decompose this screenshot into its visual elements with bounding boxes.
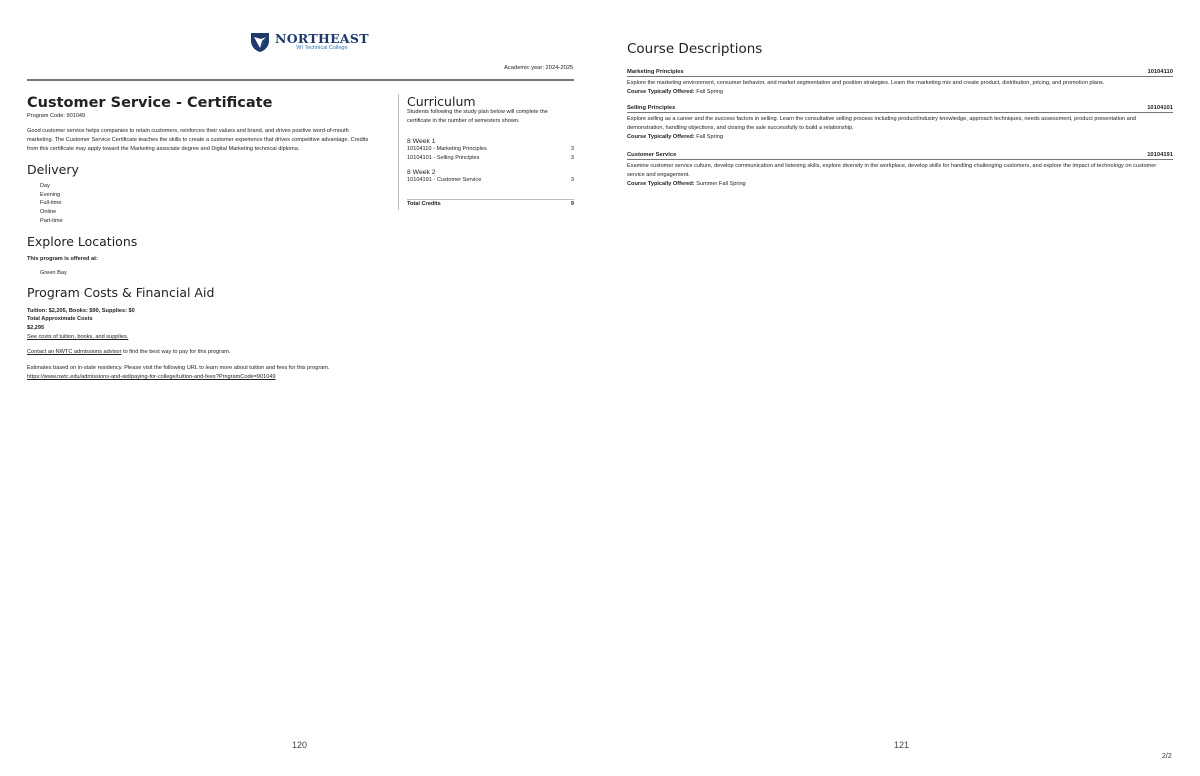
course-block <box>627 105 1173 142</box>
course-name: Selling Principles <box>627 105 676 111</box>
total-costs-value: $2,295 <box>27 325 45 331</box>
curriculum-course: 10104101 - Selling Principles <box>407 155 480 161</box>
course-descriptions-heading: Course Descriptions <box>627 41 763 57</box>
course-code: 10104110 <box>1147 69 1173 75</box>
advisor-line <box>27 348 230 357</box>
course-offered <box>627 133 1173 142</box>
total-credits-label: Total Credits <box>407 201 441 207</box>
course-offered <box>627 180 1173 189</box>
curriculum-course: 10104191 - Customer Service <box>407 177 482 183</box>
curriculum-credits: 3 <box>570 146 574 152</box>
curriculum-row <box>407 155 574 161</box>
tuition-url-link[interactable]: https://www.nwtc.edu/admissions-and-aid/paying-for-college/tuition-and-fees?ProgramCode=901049 <box>27 374 276 380</box>
delivery-list <box>40 182 63 226</box>
offered-value: Fall Spring <box>696 134 723 140</box>
total-credits-value: 9 <box>570 201 574 207</box>
program-description: Good customer service helps companies to retain customers, reinforces their values and brand, and drives positive word-of-mouth marketing. The Customer Service Certificate teaches the skills to create a customer experience that drives competitive advantage. Credits from this certificate may apply toward the Marketing associate degree and Digital Marketing technical diploma. <box>27 128 369 152</box>
locations-heading: Explore Locations <box>27 234 138 249</box>
offered-label: Course Typically Offered: <box>627 134 695 140</box>
logo-subtitle: WI Technical College <box>296 45 348 51</box>
offered-value: Fall Spring <box>696 89 723 95</box>
tuition-line: Tuition: $2,205, Books: $90, Supplies: $0 <box>27 308 135 314</box>
estimate-note: Estimates based on in-state residency. Please visit the following URL to learn more about tuition and fees for this program. <box>27 365 330 371</box>
curriculum-heading: Curriculum <box>407 94 476 109</box>
course-header <box>627 105 1173 113</box>
curriculum-credits: 3 <box>570 177 574 183</box>
curriculum-row <box>407 146 574 152</box>
offered-label: Course Typically Offered: <box>627 89 695 95</box>
course-code: 10104191 <box>1147 152 1173 158</box>
curriculum-divider <box>398 94 399 210</box>
academic-year: Academic year: 2024-2025 <box>504 65 574 71</box>
total-credits-divider <box>407 199 574 200</box>
course-offered <box>627 88 1173 97</box>
costs-heading: Program Costs & Financial Aid <box>27 285 215 300</box>
logo-name: NORTHEAST <box>275 30 369 46</box>
delivery-item: Part-time <box>40 217 63 224</box>
curriculum-credits: 3 <box>570 155 574 161</box>
course-block <box>627 152 1173 189</box>
curriculum-intro: Students following the study plan below will complete the certificate in the number of semesters shown. <box>407 109 548 124</box>
page-title: Customer Service - Certificate <box>27 95 273 111</box>
location-item: Green Bay <box>40 270 67 276</box>
offered-at-label: This program is offered at: <box>27 256 98 262</box>
pager-indicator: 2/2 <box>1162 753 1172 760</box>
shield-logo-icon <box>250 31 270 53</box>
course-name: Marketing Principles <box>627 69 684 75</box>
course-description: Examine customer service culture, develop communication and listening skills, explore diversity in the workplace, develop skills for handling challenging customers, and explore the impact of technology on customer service and engagement. <box>627 163 1157 178</box>
curriculum-course: 10104110 - Marketing Principles <box>407 146 487 152</box>
college-logo <box>250 31 369 53</box>
course-name: Customer Service <box>627 152 677 158</box>
delivery-item: Day <box>40 183 50 189</box>
delivery-item: Full-time <box>40 200 62 207</box>
course-header <box>627 69 1173 77</box>
program-code: Program Code: 901049 <box>27 113 86 119</box>
advisor-link[interactable]: Contact an NWTC admissions advisor <box>27 349 122 355</box>
offered-label: Course Typically Offered: <box>627 181 695 187</box>
total-credits-row <box>407 201 574 207</box>
costs-link[interactable]: See costs of tuition, books, and supplies. <box>27 334 129 340</box>
course-block <box>627 69 1173 97</box>
delivery-item: Online <box>40 209 57 216</box>
course-header <box>627 152 1173 160</box>
course-description: Explore the marketing environment, consumer behavior, and market segmentation and position strategies. Learn the marketing mix and create product, distribution, pricing, and promotion plans. <box>627 80 1105 86</box>
course-code: 10104101 <box>1147 105 1173 111</box>
header-divider <box>27 79 574 81</box>
page-number-left: 120 <box>292 740 308 750</box>
delivery-heading: Delivery <box>27 162 79 177</box>
advisor-rest: to find the best way to pay for this program. <box>121 349 231 355</box>
total-costs-label: Total Approximate Costs <box>27 316 93 322</box>
term-name: 8 Week 1 <box>407 138 436 145</box>
curriculum-row <box>407 177 574 183</box>
course-description: Explore selling as a career and the success factors in selling. Learn the consultative selling process including product/industry knowledge, approach techniques, needs assessment, product presentation and demonstration, handling objections, and closing the sale successfully to build a relationship. <box>627 116 1137 131</box>
term-name: 8 Week 2 <box>407 169 436 176</box>
delivery-item: Evening <box>40 191 61 198</box>
offered-value: Summer Fall Spring <box>696 181 746 187</box>
page-number-right: 121 <box>894 740 910 750</box>
